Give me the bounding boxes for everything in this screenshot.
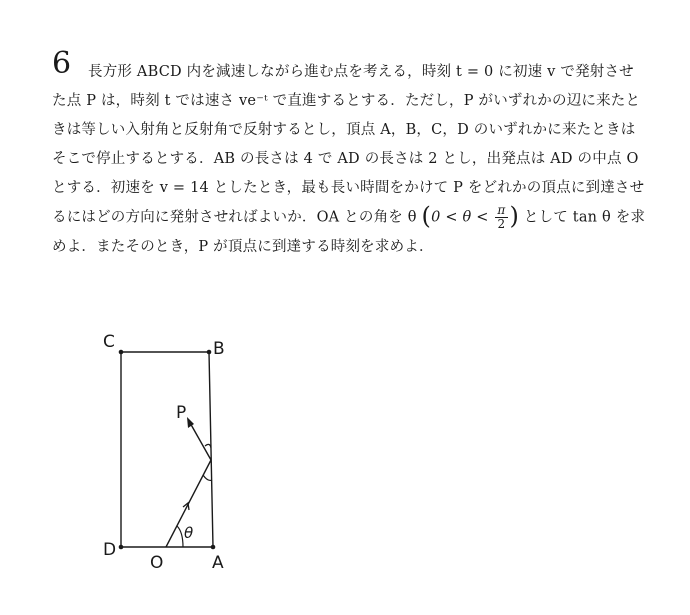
- problem-number: 6: [52, 46, 72, 81]
- problem-line-5: とする．初速を v = 14 としたとき，最も長い時間をかけて P をどれかの頂点に到達させ: [52, 180, 645, 196]
- fraction-numerator: π: [497, 203, 506, 217]
- trajectory-reflected: [189, 421, 211, 460]
- fraction-denominator: 2: [497, 217, 506, 231]
- problem-line-3: きは等しい入射角と反射角で反射するとし，頂点 A，B，C，D のいずれかに来たときは: [52, 122, 636, 138]
- corner-dot-D: [119, 545, 124, 550]
- problem-line-2: た点 P は，時刻 t では速さ ve⁻ᵗ で直進するとする．ただし，P がいずれかの辺に来たと: [52, 93, 641, 109]
- problem-line-7: めよ．またそのとき，P が頂点に到達する時刻を求めよ．: [52, 238, 434, 255]
- problem-line-6-end: として tan θ を求: [523, 209, 646, 226]
- corner-dot-B: [207, 350, 212, 355]
- problem-line-4: そこで停止するとする．AB の長さは 4 で AD の長さは 2 とし，出発点は AD の中点 O: [52, 151, 639, 167]
- paren-open: (: [421, 202, 432, 230]
- corner-dot-C: [119, 350, 124, 355]
- problem-line-1: 長方形 ABCD 内を減速しながら進む点を考える，時刻 t = 0 に初速 v で発射させ: [88, 64, 634, 80]
- problem-line-6-start: るにはどの方向に発射させればよいか．OA との角を θ: [52, 209, 417, 226]
- paren-close: ): [509, 202, 520, 230]
- angle-condition: 0 < θ <: [431, 209, 489, 226]
- label-O: O: [150, 553, 164, 573]
- label-C: C: [103, 332, 115, 352]
- label-theta: θ: [184, 524, 194, 542]
- label-P: P: [176, 403, 187, 423]
- theta-angle-arc: [177, 526, 183, 547]
- incidence-angle-arc: [203, 475, 212, 480]
- label-B: B: [213, 339, 225, 359]
- direction-arrow-icon: [187, 417, 194, 428]
- reflection-angle-arc: [205, 444, 211, 448]
- rectangle-outline: [121, 352, 213, 547]
- label-D: D: [103, 540, 117, 560]
- corner-dot-A: [211, 545, 216, 550]
- label-A: A: [212, 553, 224, 573]
